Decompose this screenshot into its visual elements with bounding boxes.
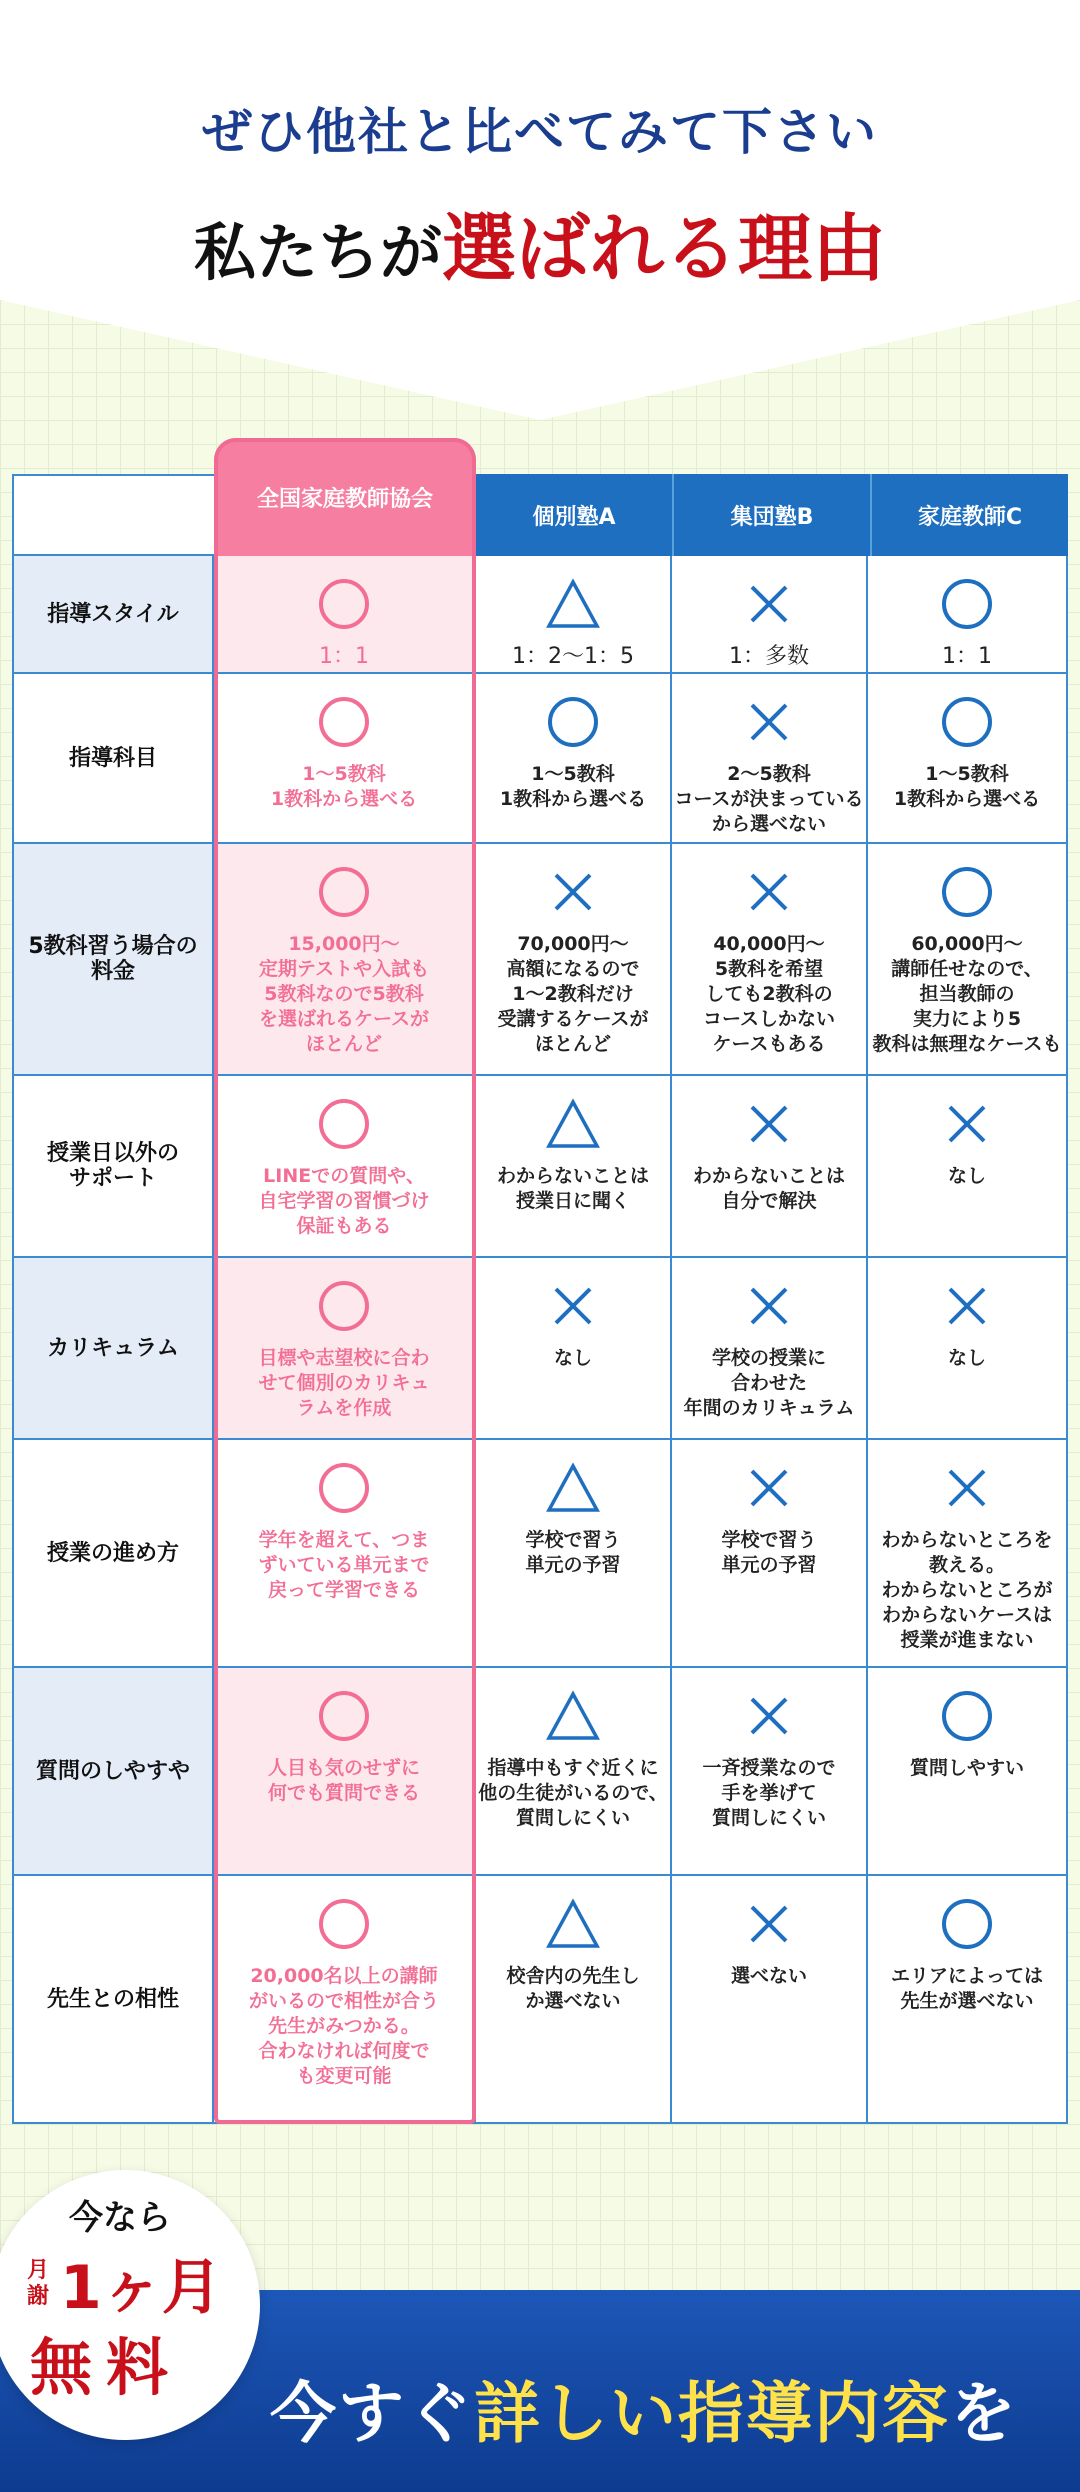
cell-text: 1：2〜1：5 <box>512 644 634 669</box>
table-cell <box>868 1076 1068 1258</box>
row-label: 授業日以外の サポート <box>12 1076 214 1258</box>
cell-text: なし <box>947 1165 986 1187</box>
table-cell <box>672 1258 868 1440</box>
table-cell <box>672 1668 868 1876</box>
badge-month: 1ヶ月 <box>60 2253 222 2323</box>
circle-icon <box>546 694 600 750</box>
title-highlight: 選ばれる理由 <box>442 206 886 292</box>
table-cell <box>214 556 476 674</box>
column-header-b: 集団塾B <box>674 474 872 556</box>
table-cell <box>214 1076 476 1258</box>
table-cell <box>868 1668 1068 1876</box>
cta-highlight: 詳しい指導内容 <box>474 2375 950 2452</box>
circle-icon <box>317 864 371 920</box>
cell-text: 1〜5教科 1教科から選べる <box>499 763 647 810</box>
table-cell <box>476 844 672 1076</box>
row-label: 先生との相性 <box>12 1876 214 2124</box>
table-row <box>12 1076 1068 1258</box>
cell-text: わからないところを 教える。 わからないところが わからないケースは 授業が進まない <box>881 1529 1053 1651</box>
table-row <box>12 1876 1068 2124</box>
table-cell <box>214 1440 476 1668</box>
table-cell <box>214 1258 476 1440</box>
cell-text: 質問しやすい <box>909 1757 1024 1779</box>
table-cell <box>868 844 1068 1076</box>
table-cell <box>214 1668 476 1876</box>
row-label: 指導科目 <box>12 674 214 844</box>
triangle-icon <box>545 1096 601 1152</box>
cell-text: 選べない <box>730 1965 807 1987</box>
triangle-icon <box>545 1460 601 1516</box>
table-row <box>12 1258 1068 1440</box>
table-cell <box>476 674 672 844</box>
circle-icon <box>317 576 371 632</box>
cross-icon <box>945 1278 989 1334</box>
row-label: 授業の進め方 <box>12 1440 214 1668</box>
cross-icon <box>747 694 791 750</box>
cell-text: なし <box>947 1347 986 1369</box>
cell-text: なし <box>553 1347 592 1369</box>
cell-text: 40,000円〜 5教科を希望 しても2教科の コースしかない ケースもある <box>702 933 836 1055</box>
cross-icon <box>945 1096 989 1152</box>
circle-icon <box>940 694 994 750</box>
table-row <box>12 556 1068 674</box>
cell-text: LINEでの質問や、 自宅学習の習慣づけ 保証もある <box>258 1165 430 1237</box>
triangle-icon <box>545 1896 601 1952</box>
triangle-icon <box>545 576 601 632</box>
header-subtitle: ぜひ他社と比べてみて下さい <box>202 103 878 161</box>
circle-icon <box>317 1278 371 1334</box>
cell-text: 15,000円〜 定期テストや入試も 5教科なので5教科 を選ばれるケースが ほとんど <box>258 933 430 1055</box>
table-cell <box>672 1440 868 1668</box>
column-header-own: 全国家庭教師協会 <box>214 438 476 556</box>
cross-icon <box>747 1896 791 1952</box>
row-label: カリキュラム <box>12 1258 214 1440</box>
cell-text: 1〜5教科 1教科から選べる <box>893 763 1041 810</box>
table-cell <box>476 556 672 674</box>
row-label: 質問のしやすや <box>12 1668 214 1876</box>
table-row <box>12 844 1068 1076</box>
circle-icon <box>940 1896 994 1952</box>
table-cell <box>868 1876 1068 2124</box>
cta-suffix: を <box>950 2375 1018 2452</box>
column-header-c: 家庭教師C <box>872 474 1068 556</box>
badge-monthly: 月謝 <box>26 2258 49 2309</box>
cell-text: わからないことは 自分で解決 <box>692 1165 845 1212</box>
table-row <box>12 1440 1068 1668</box>
circle-icon <box>940 864 994 920</box>
cell-text: 1：1 <box>942 644 992 669</box>
circle-icon <box>317 1460 371 1516</box>
table-header-row <box>12 474 1068 556</box>
table-row <box>12 674 1068 844</box>
cell-text: 1：1 <box>319 644 369 669</box>
cross-icon <box>747 576 791 632</box>
cell-text: 人目も気のせずに 何でも質問できる <box>267 1757 420 1804</box>
cell-text: 校舎内の先生し か選べない <box>506 1965 640 2012</box>
table-cell <box>476 1258 672 1440</box>
cell-text: 1〜5教科 1教科から選べる <box>270 763 418 810</box>
cross-icon <box>747 1460 791 1516</box>
table-cell <box>868 1440 1068 1668</box>
table-cell <box>672 1076 868 1258</box>
header-blank-cell <box>12 474 214 556</box>
cta-text[interactable] <box>270 2360 1018 2455</box>
cell-text: 70,000円〜 高額になるので 1〜2教科だけ 受講するケースが ほとんど <box>497 933 649 1055</box>
title-prefix: 私たちが <box>193 216 442 289</box>
circle-icon <box>317 694 371 750</box>
cell-text: 1：多数 <box>729 644 809 669</box>
cell-text: 目標や志望校に合わ せて個別のカリキュ ラムを作成 <box>258 1347 430 1419</box>
cross-icon <box>551 864 595 920</box>
circle-icon <box>317 1096 371 1152</box>
table-cell <box>214 674 476 844</box>
table-cell <box>868 556 1068 674</box>
table-cell <box>214 844 476 1076</box>
row-label: 5教科習う場合の 料金 <box>12 844 214 1076</box>
row-label: 指導スタイル <box>12 556 214 674</box>
cell-text: 一斉授業なので 手を挙げて 質問しにくい <box>702 1757 836 1829</box>
cross-icon <box>747 864 791 920</box>
triangle-icon <box>545 1688 601 1744</box>
table-cell <box>672 556 868 674</box>
table-cell <box>476 1668 672 1876</box>
cell-text: 20,000名以上の講師 がいるので相性が合う 先生がみつかる。 合わなければ何度で も変更可能 <box>248 1965 439 2087</box>
cell-text: エリアによっては 先生が選べない <box>890 1965 1043 2012</box>
cell-text: 指導中もすぐ近くに 他の生徒がいるので、 質問しにくい <box>478 1757 668 1829</box>
circle-icon <box>317 1896 371 1952</box>
cell-text: 学年を超えて、つま ずいている単元まで 戻って学習できる <box>258 1529 430 1601</box>
cell-text: 学校で習う 単元の予習 <box>721 1529 817 1576</box>
cell-text: 2〜5教科 コースが決まっている から選べない <box>674 763 864 835</box>
table-cell <box>476 1440 672 1668</box>
table-cell <box>476 1076 672 1258</box>
badge-now: 今なら <box>69 2198 171 2238</box>
circle-icon <box>940 576 994 632</box>
circle-icon <box>317 1688 371 1744</box>
badge-free: 無料 <box>30 2331 183 2404</box>
table-cell <box>672 674 868 844</box>
cross-icon <box>747 1688 791 1744</box>
cell-text: 学校で習う 単元の予習 <box>525 1529 621 1576</box>
table-cell <box>672 1876 868 2124</box>
cross-icon <box>747 1096 791 1152</box>
table-row <box>12 1668 1068 1876</box>
table-cell <box>214 1876 476 2124</box>
table-cell <box>476 1876 672 2124</box>
table-cell <box>868 674 1068 844</box>
cell-text: 学校の授業に 合わせた 年間のカリキュラム <box>683 1347 855 1419</box>
table-body <box>12 556 1068 2124</box>
cross-icon <box>747 1278 791 1334</box>
cross-icon <box>945 1460 989 1516</box>
cross-icon <box>551 1278 595 1334</box>
column-header-a: 個別塾A <box>476 474 674 556</box>
header-title <box>0 190 1080 296</box>
cell-text: わからないことは 授業日に聞く <box>496 1165 649 1212</box>
comparison-table <box>12 474 1068 2124</box>
table-cell <box>868 1258 1068 1440</box>
cta-prefix: 今すぐ <box>270 2375 474 2452</box>
circle-icon <box>940 1688 994 1744</box>
cell-text: 60,000円〜 講師任せなので、 担当教師の 実力により5 教科は無理なケースも <box>872 933 1062 1055</box>
table-cell <box>672 844 868 1076</box>
